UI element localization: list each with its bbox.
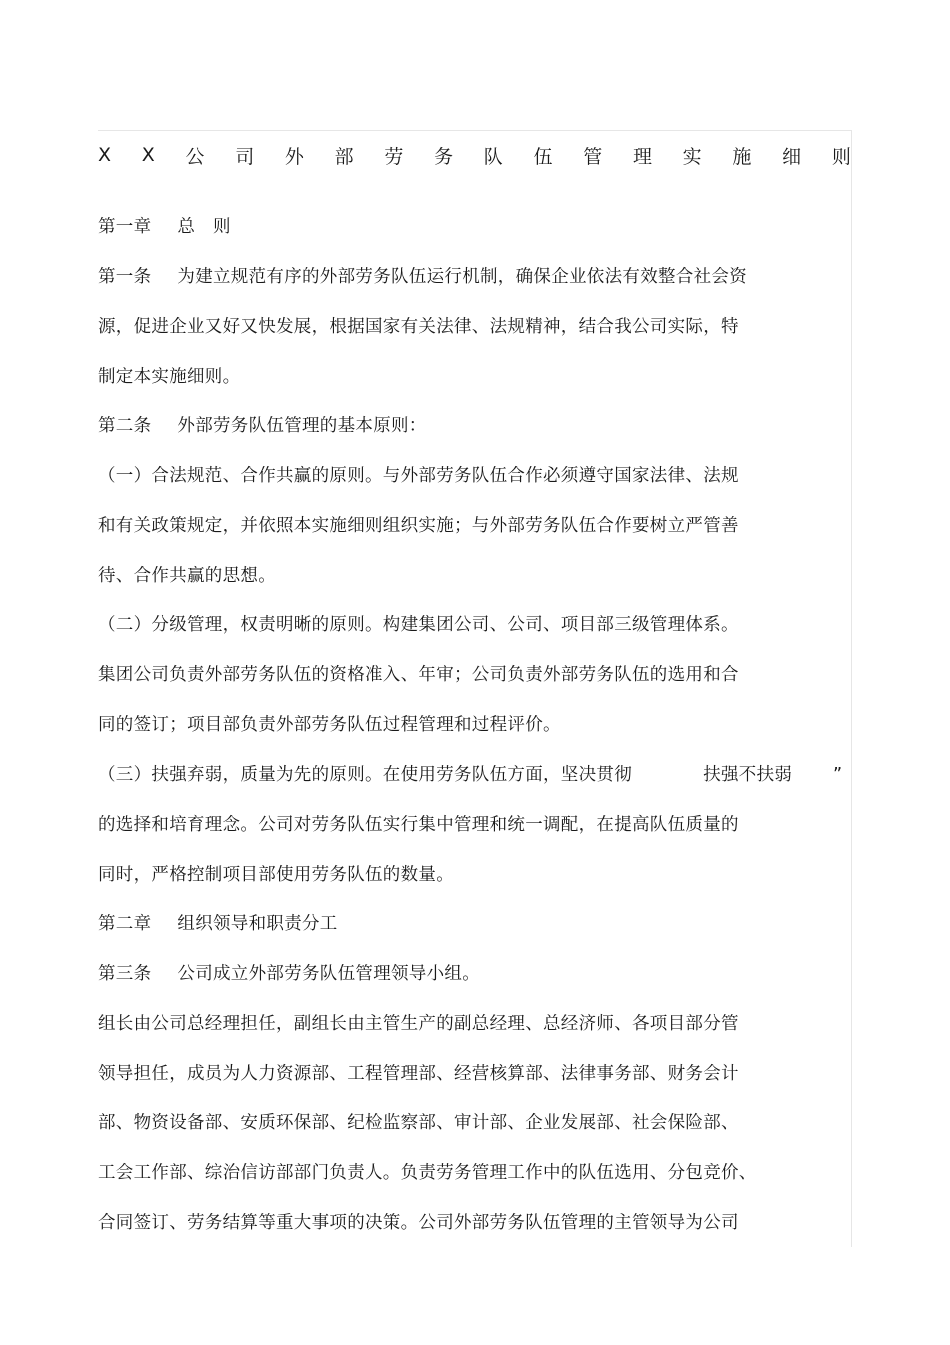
title-char: 施 — [732, 145, 752, 168]
line-text: 源，促进企业又好又快发展，根据国家有关法律、法规精神，结合我公司实际，特 — [98, 317, 739, 337]
article-number: 第二章 — [98, 914, 152, 934]
text-line — [98, 463, 739, 489]
article-number: 第二条 — [98, 416, 152, 436]
line-text: 组长由公司总经理担任，副组长由主管生产的副总经理、总经济师、各项目部分管 — [98, 1014, 739, 1034]
closing-quote-mark: ” — [833, 765, 843, 785]
text-line — [98, 1061, 739, 1087]
document-title — [98, 140, 851, 170]
text-line — [98, 314, 739, 340]
text-line — [98, 413, 427, 439]
title-char: 司 — [235, 145, 255, 168]
text-line — [98, 1110, 739, 1136]
text-line — [98, 1160, 757, 1186]
text-line — [98, 1011, 739, 1037]
line-text: 和有关政策规定，并依照本实施细则组织实施；与外部劳务队伍合作要树立严管善 — [98, 516, 739, 536]
title-char: 务 — [434, 145, 454, 168]
line-text: 同时，严格控制项目部使用劳务队伍的数量。 — [98, 865, 454, 885]
line-text: 领导担任，成员为人力资源部、工程管理部、经营核算部、法律事务部、财务会计 — [98, 1064, 739, 1084]
line-text: 合同签订、劳务结算等重大事项的决策。公司外部劳务队伍管理的主管领导为公司 — [98, 1213, 739, 1233]
line-text: 集团公司负责外部劳务队伍的资格准入、年审；公司负责外部劳务队伍的选用和合 — [98, 665, 739, 685]
text-line — [98, 911, 338, 937]
title-char: 外 — [284, 145, 304, 168]
article-number: 第一条 — [98, 267, 152, 287]
text-line — [98, 563, 276, 589]
line-text: 工会工作部、综治信访部部门负责人。负责劳务管理工作中的队伍选用、分包竞价、 — [98, 1163, 757, 1183]
article-number: 第三条 — [98, 964, 152, 984]
line-text: 为建立规范有序的外部劳务队伍运行机制，确保企业依法有效整合社会资 — [177, 267, 748, 287]
line-text: （三）扶强弃弱，质量为先的原则。在使用劳务队伍方面，坚决贯彻 扶强不扶弱 — [98, 765, 793, 785]
line-text: 制定本实施细则。 — [98, 367, 241, 387]
text-line — [98, 762, 792, 788]
text-line — [98, 364, 240, 390]
text-line — [98, 612, 739, 638]
line-text: 待、合作共赢的思想。 — [98, 566, 276, 586]
title-char: 理 — [632, 145, 652, 168]
text-line — [98, 961, 480, 987]
title-char: 伍 — [533, 145, 553, 168]
line-text: 的选择和培育理念。公司对劳务队伍实行集中管理和统一调配，在提高队伍质量的 — [98, 815, 739, 835]
line-text: 部、物资设备部、安质环保部、纪检监察部、审计部、企业发展部、社会保险部、 — [98, 1113, 739, 1133]
title-char: X — [98, 144, 112, 166]
text-line — [98, 662, 739, 688]
text-line — [98, 1210, 739, 1236]
text-line — [98, 712, 561, 738]
title-char: 公 — [185, 145, 205, 168]
text-line — [98, 264, 747, 290]
title-char: 劳 — [384, 145, 404, 168]
title-char: 队 — [483, 145, 503, 168]
title-char: X — [141, 144, 155, 166]
line-text: （二）分级管理，权责明晰的原则。构建集团公司、公司、项目部三级管理体系。 — [98, 615, 739, 635]
line-text: 外部劳务队伍管理的基本原则： — [177, 416, 427, 436]
line-text: 同的签订；项目部负责外部劳务队伍过程管理和过程评价。 — [98, 715, 561, 735]
line-text: 组织领导和职责分工 — [177, 914, 338, 934]
title-char: 实 — [682, 145, 702, 168]
line-text: 总 则 — [177, 217, 231, 237]
text-line — [98, 513, 739, 539]
title-char: 细 — [782, 145, 802, 168]
line-text: 公司成立外部劳务队伍管理领导小组。 — [177, 964, 481, 984]
text-line — [98, 862, 454, 888]
title-char: 部 — [334, 145, 354, 168]
text-line — [98, 214, 231, 240]
title-char: 则 — [831, 145, 851, 168]
title-char: 管 — [583, 145, 603, 168]
text-line — [98, 812, 739, 838]
line-text: （一）合法规范、合作共赢的原则。与外部劳务队伍合作必须遵守国家法律、法规 — [98, 466, 739, 486]
article-number: 第一章 — [98, 217, 152, 237]
